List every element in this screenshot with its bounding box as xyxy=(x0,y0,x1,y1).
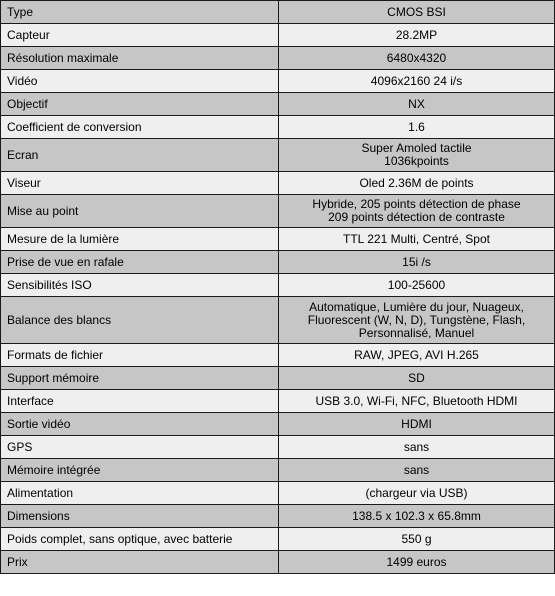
value-line: TTL 221 Multi, Centré, Spot xyxy=(343,231,490,246)
value-line: Oled 2.36M de points xyxy=(359,175,474,190)
row-label: Mémoire intégrée xyxy=(1,459,279,482)
table-row xyxy=(1,228,555,251)
value-line: 6480x4320 xyxy=(386,50,447,65)
value-line: Personnalisé, Manuel xyxy=(358,325,475,340)
row-label: Viseur xyxy=(1,172,279,195)
row-label: Alimentation xyxy=(1,482,279,505)
table-row xyxy=(1,251,555,274)
row-value xyxy=(279,367,555,390)
row-label: Formats de fichier xyxy=(1,344,279,367)
value-line: Super Amoled tactile xyxy=(361,141,472,155)
value-line: 550 g xyxy=(401,531,432,546)
table-row xyxy=(1,505,555,528)
value-line: 15i /s xyxy=(402,254,431,269)
table-row xyxy=(1,482,555,505)
value-line: USB 3.0, Wi-Fi, NFC, Bluetooth HDMI xyxy=(315,393,518,408)
table-row xyxy=(1,436,555,459)
row-label: Coefficient de conversion xyxy=(1,116,279,139)
row-label: Prix xyxy=(1,551,279,574)
table-row xyxy=(1,116,555,139)
table-row xyxy=(1,390,555,413)
row-label: Objectif xyxy=(1,93,279,116)
row-value xyxy=(279,274,555,297)
table-row xyxy=(1,413,555,436)
table-row xyxy=(1,528,555,551)
row-label: GPS xyxy=(1,436,279,459)
value-line: Automatique, Lumière du jour, Nuageux, xyxy=(309,299,524,314)
row-label: Vidéo xyxy=(1,70,279,93)
row-label: Support mémoire xyxy=(1,367,279,390)
row-value xyxy=(279,551,555,574)
table-row xyxy=(1,139,555,172)
row-value xyxy=(279,436,555,459)
row-value xyxy=(279,172,555,195)
value-line: 4096x2160 24 i/s xyxy=(370,73,463,88)
value-line: 28.2MP xyxy=(395,27,438,42)
table-row xyxy=(1,24,555,47)
value-line: (chargeur via USB) xyxy=(365,485,468,500)
row-value xyxy=(279,93,555,116)
value-line: SD xyxy=(408,370,425,385)
value-line: Fluorescent (W, N, D), Tungstène, Flash, xyxy=(307,312,526,327)
table-row xyxy=(1,367,555,390)
row-label: Type xyxy=(1,1,279,24)
row-label: Résolution maximale xyxy=(1,47,279,70)
row-value xyxy=(279,70,555,93)
table-row xyxy=(1,1,555,24)
row-value xyxy=(279,459,555,482)
row-value xyxy=(279,390,555,413)
row-label: Poids complet, sans optique, avec batterie xyxy=(1,528,279,551)
row-value xyxy=(279,24,555,47)
value-line: 100-25600 xyxy=(387,277,446,292)
table-row xyxy=(1,70,555,93)
row-value xyxy=(279,139,555,172)
value-line: Hybride, 205 points détection de phase xyxy=(312,197,521,211)
value-line: sans xyxy=(403,439,430,454)
table-row xyxy=(1,551,555,574)
table-row xyxy=(1,297,555,344)
table-row xyxy=(1,274,555,297)
value-line: RAW, JPEG, AVI H.265 xyxy=(354,347,479,362)
table-row xyxy=(1,459,555,482)
table-row xyxy=(1,47,555,70)
row-label: Interface xyxy=(1,390,279,413)
value-line: 138.5 x 102.3 x 65.8mm xyxy=(352,508,481,523)
row-value xyxy=(279,195,555,228)
spec-table-body xyxy=(1,1,555,574)
row-value xyxy=(279,228,555,251)
value-line: 1499 euros xyxy=(386,554,447,569)
row-value xyxy=(279,528,555,551)
table-row xyxy=(1,93,555,116)
table-row xyxy=(1,344,555,367)
value-line: 209 points détection de contraste xyxy=(328,210,505,224)
row-label: Ecran xyxy=(1,139,279,172)
row-value xyxy=(279,505,555,528)
table-row xyxy=(1,172,555,195)
value-line: HDMI xyxy=(401,416,432,431)
row-label: Sensibilités ISO xyxy=(1,274,279,297)
row-label: Prise de vue en rafale xyxy=(1,251,279,274)
value-line: 1.6 xyxy=(408,119,425,134)
row-label: Capteur xyxy=(1,24,279,47)
row-value xyxy=(279,1,555,24)
row-label: Mesure de la lumière xyxy=(1,228,279,251)
value-line: 1036kpoints xyxy=(384,154,449,168)
row-label: Balance des blancs xyxy=(1,297,279,344)
value-line: sans xyxy=(403,462,430,477)
row-value xyxy=(279,344,555,367)
table-row xyxy=(1,195,555,228)
row-value xyxy=(279,251,555,274)
row-value xyxy=(279,116,555,139)
value-line: CMOS BSI xyxy=(387,4,446,19)
row-value xyxy=(279,47,555,70)
row-label: Sortie vidéo xyxy=(1,413,279,436)
row-value xyxy=(279,297,555,344)
row-label: Dimensions xyxy=(1,505,279,528)
value-line: NX xyxy=(408,96,425,111)
row-label: Mise au point xyxy=(1,195,279,228)
row-value xyxy=(279,482,555,505)
row-value xyxy=(279,413,555,436)
